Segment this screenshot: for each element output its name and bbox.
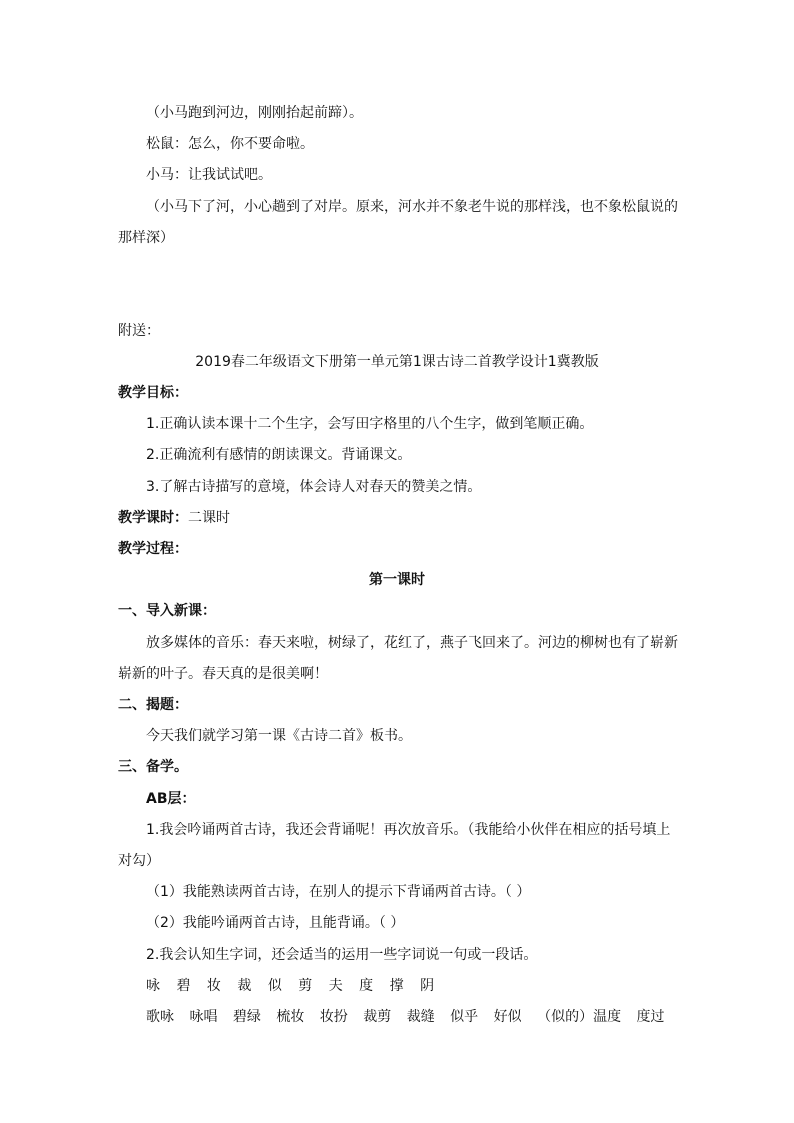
word: 咏唱 — [189, 1009, 218, 1025]
appendix-label: 附送： — [118, 323, 160, 339]
section-1-line-2: 崭新的叶子。春天真的是很美啊！ — [118, 666, 328, 682]
character: 度 — [359, 978, 374, 994]
section-2-heading: 二、揭题： — [118, 697, 188, 713]
checklist-item-2: （2）我能吟诵两首古诗，且能背诵。（ ） — [146, 915, 405, 931]
character: 夫 — [328, 978, 343, 994]
section-1-heading: 一、导入新课： — [118, 603, 216, 619]
section-3-p1-line-1: 1.我会吟诵两首古诗，我还会背诵呢！再次放音乐。（我能给小伙伴在相应的括号填上 — [146, 822, 671, 838]
class-hours-value: 二课时 — [188, 510, 230, 526]
story-line-3: 小马：让我试试吧。 — [146, 167, 272, 183]
story-line-1: （小马跑到河边，刚刚抬起前蹄）。 — [146, 105, 363, 121]
word: 歌咏 — [146, 1009, 174, 1025]
class-hours-label: 教学课时： — [118, 510, 188, 526]
checklist-item-1: （1）我能熟读两首古诗，在别人的提示下背诵两首古诗。（ ） — [146, 884, 531, 900]
word: 度过 — [636, 1009, 665, 1025]
word: 梳妆 — [276, 1009, 305, 1025]
character: 阴 — [420, 978, 435, 994]
section-2-text: 今天我们就学习第一课《古诗二首》板书。 — [146, 728, 412, 744]
goals-heading: 教学目标： — [118, 385, 188, 401]
character: 似 — [267, 978, 282, 994]
document-title: 2019春二年级语文下册第一单元第1课古诗二首教学设计1冀教版 — [195, 354, 599, 370]
character-list — [146, 976, 434, 996]
word: 裁剪 — [363, 1009, 392, 1025]
word: 裁缝 — [406, 1009, 435, 1025]
story-line-5: 那样深） — [118, 230, 174, 246]
goal-item: 2.正确流利有感情的朗读课文。背诵课文。 — [146, 447, 412, 463]
word: （似的）温度 — [537, 1009, 622, 1025]
goal-item: 1.正确认读本课十二个生字，会写田字格里的八个生字，做到笔顺正确。 — [146, 416, 594, 432]
goal-item: 3.了解古诗描写的意境，体会诗人对春天的赞美之情。 — [146, 479, 482, 495]
lesson-title: 第一课时 — [369, 572, 425, 588]
character: 咏 — [146, 978, 160, 994]
character: 碧 — [176, 978, 191, 994]
word-list — [146, 1007, 665, 1027]
word: 碧绿 — [232, 1009, 261, 1025]
section-3-p1-line-2: 对勾） — [118, 853, 160, 869]
section-3-heading: 三、备学。 — [118, 759, 188, 775]
story-line-2: 松鼠：怎么，你不要命啦。 — [146, 136, 314, 152]
section-3-p2: 2.我会认知生字词，还会适当的运用一些字词说一句或一段话。 — [146, 947, 538, 963]
character: 撑 — [389, 978, 404, 994]
character: 剪 — [298, 978, 313, 994]
word: 好似 — [493, 1009, 522, 1025]
word: 似乎 — [450, 1009, 479, 1025]
class-hours — [118, 508, 230, 528]
character: 妆 — [206, 978, 221, 994]
word: 妆扮 — [319, 1009, 348, 1025]
process-heading: 教学过程： — [118, 541, 188, 557]
ab-level-label: AB层： — [146, 791, 196, 807]
section-1-line-1: 放多媒体的音乐：春天来啦，树绿了，花红了，燕子飞回来了。河边的柳树也有了崭新 — [146, 635, 678, 651]
story-line-4: （小马下了河，小心趟到了对岸。原来，河水并不象老牛说的那样浅，也不象松鼠说的 — [146, 199, 678, 215]
character: 裁 — [237, 978, 252, 994]
